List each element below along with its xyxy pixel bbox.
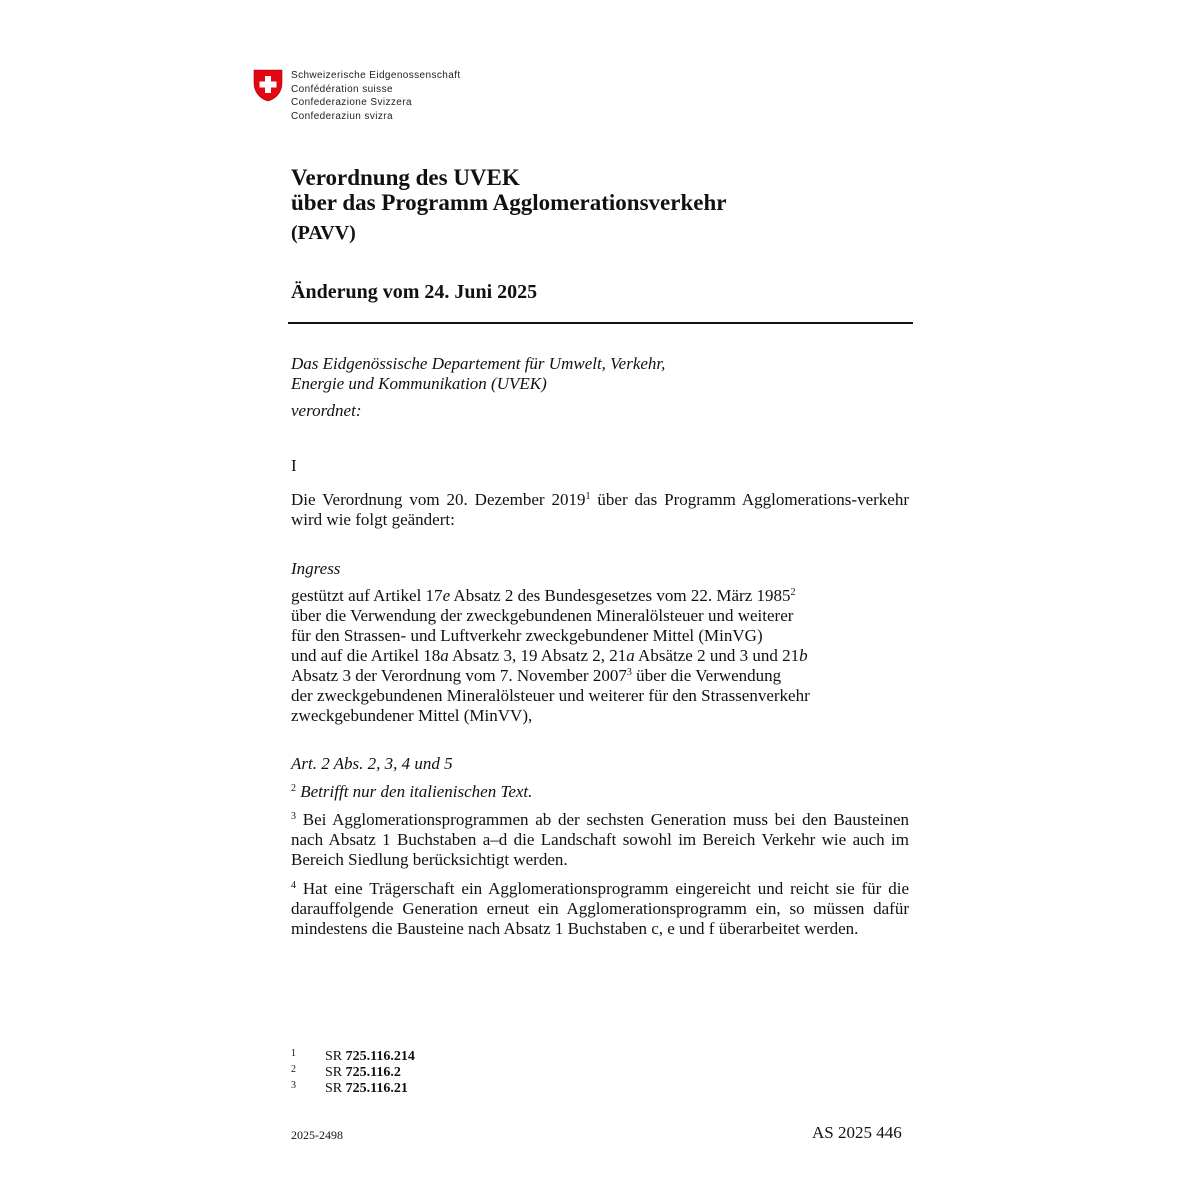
ingress-letter: a (440, 646, 449, 665)
footnote-sr-link[interactable]: 725.116.2 (345, 1065, 401, 1080)
footnote-number: 1 (291, 1048, 296, 1059)
paragraph-text: Hat eine Trägerschaft ein Agglomerationsprogramm eingereicht und reicht sie für die darauffolgende Generation erneut ein Agglomerationsprogramm ein, so müssen dafür mindestens die Bausteine nach Absatz 1 Buchstaben c, e und f überarbeitet werden. (291, 879, 909, 938)
federal-administration-name (291, 69, 461, 123)
document-title (291, 165, 726, 246)
title-line-1: Verordnung des UVEK (291, 165, 520, 190)
department-line-2: Energie und Kommunikation (UVEK) (291, 374, 547, 393)
ingress-line-7: zweckgebundener Mittel (MinVV), (291, 706, 533, 725)
paragraph-number: 4 (291, 880, 296, 891)
intro-paragraph (291, 490, 909, 530)
ingress-line-1b: Absatz 2 des Bundesgesetzes vom 22. März 1985 (450, 586, 791, 605)
paragraph-4 (291, 879, 909, 939)
footnote-prefix: SR (325, 1081, 346, 1096)
org-name-de: Schweizerische Eidgenossenschaft (291, 70, 461, 81)
paragraph-2 (291, 782, 909, 802)
ingress-letter: a (626, 646, 635, 665)
issuing-department (291, 354, 665, 394)
title-abbreviation: (PAVV) (291, 222, 356, 244)
ingress-line-5: Absatz 3 der Verordnung vom 7. November 2007 (291, 666, 627, 685)
ingress-line-4c: Absätze 2 und 3 und 21 (634, 646, 800, 665)
footnote-sr-link[interactable]: 725.116.214 (345, 1049, 415, 1064)
paragraph-number: 3 (291, 811, 296, 822)
paragraph-number: 2 (291, 783, 296, 794)
ingress-letter: b (799, 646, 808, 665)
footnote-sr-link[interactable]: 725.116.21 (345, 1081, 408, 1096)
ingress-line-4b: Absatz 3, 19 Absatz 2, 21 (448, 646, 627, 665)
ingress-text (291, 586, 909, 726)
amendment-date: Änderung vom 24. Juni 2025 (291, 281, 538, 303)
intro-text-cont: über das Programm Agglomerations-verkehr wird wie folgt geändert: (291, 490, 909, 529)
title-line-2: über das Programm Agglomerationsverkehr (291, 190, 727, 215)
ingress-line-3: für den Strassen- und Luftverkehr zweckgebundener Mittel (MinVG) (291, 626, 763, 645)
paragraph-text: Bei Agglomerationsprogrammen ab der sechsten Generation muss bei den Bausteinen nach Absatz 1 Buchstaben a–d die Landschaft sowohl im Bereich Verkehr wie auch im Bereich Siedlung berücksichtigt werden. (291, 810, 909, 869)
footnote-number: 2 (291, 1064, 296, 1075)
ingress-line-1: gestützt auf Artikel 17 (291, 586, 443, 605)
article-heading: Art. 2 Abs. 2, 3, 4 und 5 (291, 754, 453, 773)
swiss-coat-of-arms-icon (253, 69, 283, 102)
ingress-line-4: und auf die Artikel 18 (291, 646, 441, 665)
department-line-1: Das Eidgenössische Departement für Umwelt, Verkehr, (291, 354, 666, 373)
paragraph-text: Betrifft nur den italienischen Text. (296, 782, 533, 801)
document-number: 2025-2498 (291, 1128, 343, 1142)
footnote-prefix: SR (325, 1049, 346, 1064)
ingress-letter: e (442, 586, 451, 605)
paragraph-3 (291, 810, 909, 870)
ingress-heading: Ingress (291, 559, 341, 578)
ingress-line-2: über die Verwendung der zweckgebundenen Mineralölsteuer und weiterer (291, 606, 794, 625)
footnote-prefix: SR (325, 1065, 346, 1080)
footnote-ref-1[interactable]: 1 (585, 491, 591, 502)
intro-text: Die Verordnung vom 20. Dezember 2019 (291, 490, 586, 509)
footnote-number: 3 (291, 1080, 296, 1091)
footnote-ref-3[interactable]: 3 (626, 667, 632, 678)
ingress-line-6: der zweckgebundenen Mineralölsteuer und weiterer für den Strassenverkehr (291, 686, 810, 705)
org-name-fr: Confédération suisse (291, 83, 393, 95)
title-divider (288, 322, 913, 324)
ingress-line-5b: über die Verwendung (631, 666, 782, 685)
section-number: I (291, 456, 297, 475)
official-collection-number: AS 2025 446 (812, 1123, 902, 1142)
org-name-rm: Confederaziun svizra (291, 110, 393, 122)
org-name-it: Confederazione Svizzera (291, 97, 412, 109)
footnote-ref-2[interactable]: 2 (790, 587, 796, 598)
enacting-verb: verordnet: (291, 401, 362, 420)
